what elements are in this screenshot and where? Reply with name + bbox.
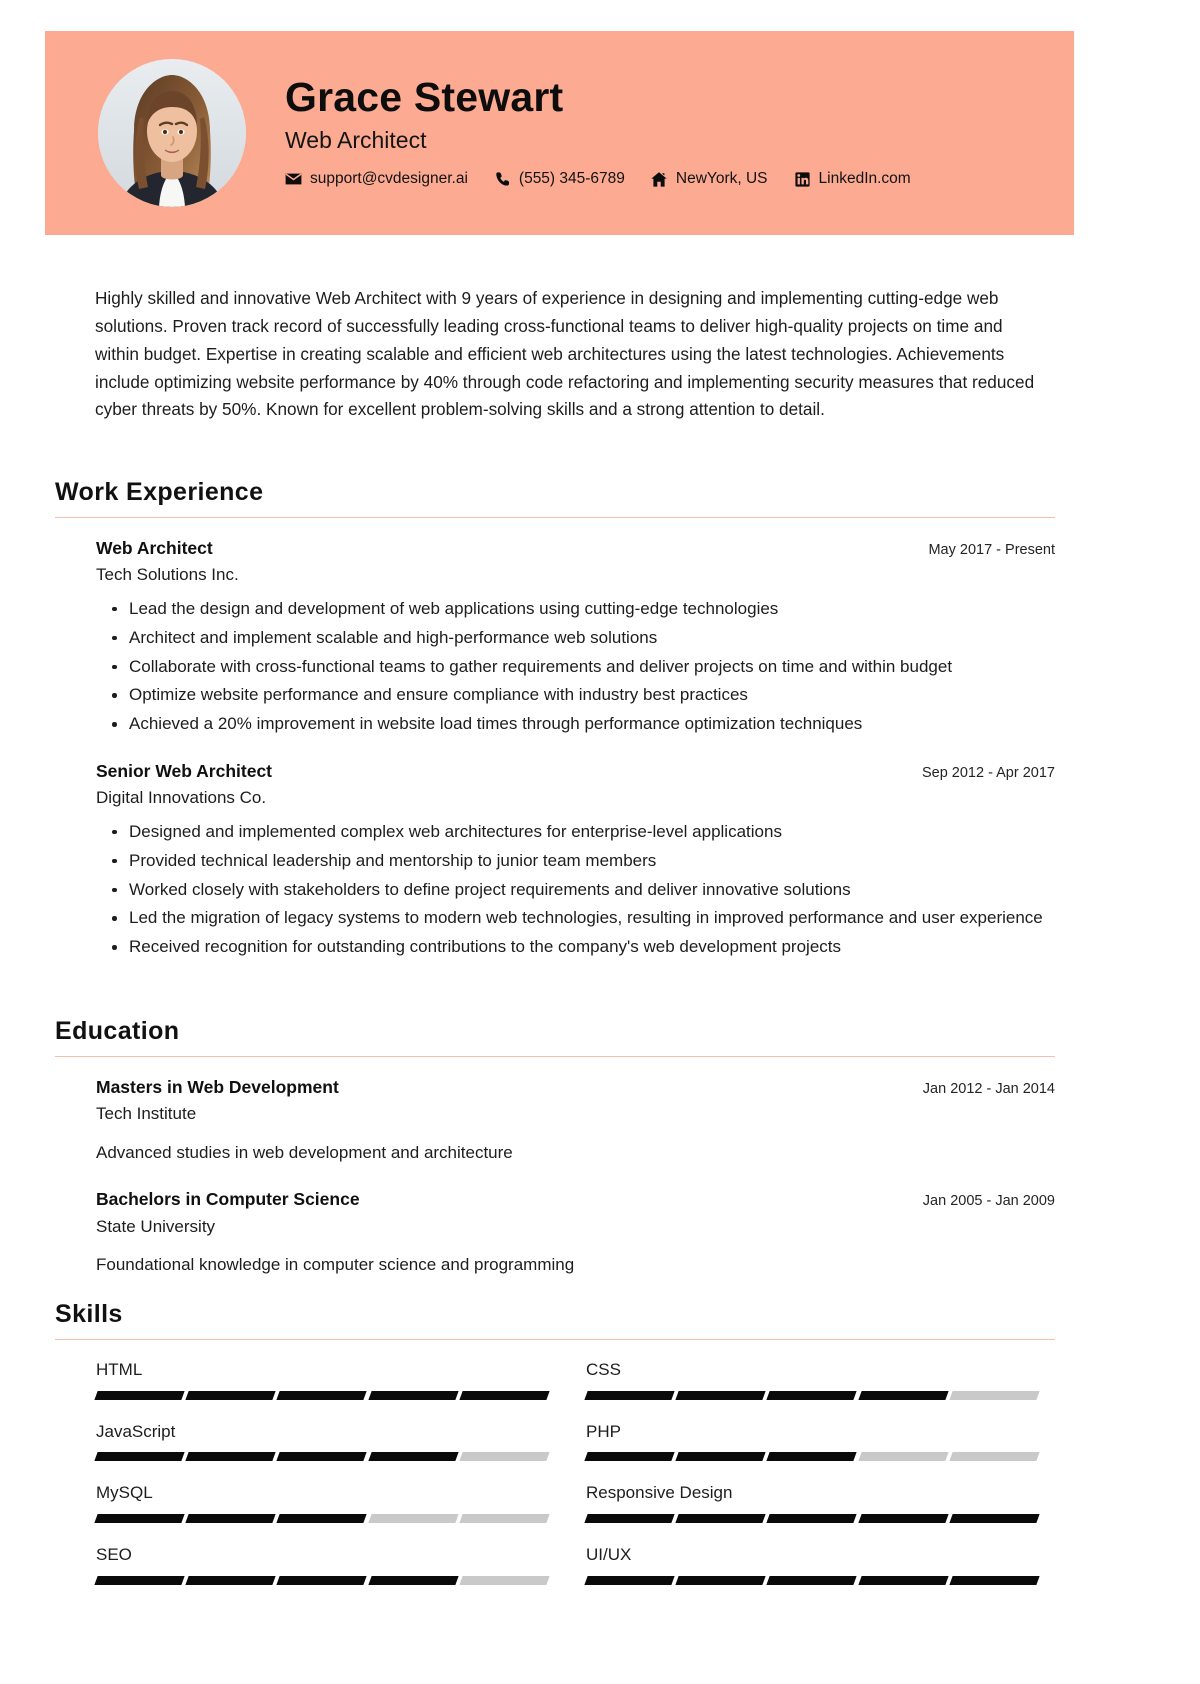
header-text bbox=[285, 73, 911, 191]
education-description: Foundational knowledge in computer science and programming bbox=[96, 1255, 575, 1275]
list-item: Lead the design and development of web applications using cutting-edge technologies bbox=[129, 596, 1055, 622]
job-title: Web Architect bbox=[285, 126, 427, 153]
skill-label: HTML bbox=[96, 1360, 143, 1379]
education-entry bbox=[96, 1187, 1055, 1277]
skill-level-segment bbox=[949, 1391, 1039, 1400]
skill-level-segment bbox=[186, 1514, 276, 1523]
list-item: Achieved a 20% improvement in website load times through performance optimization techniques bbox=[129, 711, 1055, 737]
work-entry bbox=[96, 759, 1055, 960]
resume-header bbox=[45, 31, 1074, 235]
education-body bbox=[55, 1075, 1055, 1278]
skill-level-segment bbox=[767, 1452, 857, 1461]
professional-summary: Highly skilled and innovative Web Architect with 9 years of experience in designing and implementing cutting-edge web solutions. Proven track record of successfully leading cross-functional teams to deliver high-quality projects on time and within budget. Expertise in creating scalable and efficient web architectures using the latest technologies. Achievements include optimizing website performance by 40% through code refactoring and implementing security measures that reduced cyber threats by 50%. Known for excellent problem-solving skills and a strong attention to detail. bbox=[95, 288, 1035, 420]
skill-level-segment bbox=[858, 1576, 948, 1585]
work-experience-heading: Work Experience bbox=[55, 478, 264, 506]
skills-body bbox=[55, 1358, 1055, 1605]
skill-level-segment bbox=[767, 1576, 857, 1585]
linkedin-icon bbox=[794, 172, 811, 187]
education-degree: Bachelors in Computer Science bbox=[96, 1189, 360, 1210]
skill-item bbox=[586, 1543, 1038, 1605]
skill-level-segment bbox=[186, 1452, 276, 1461]
contact-phone-label: (555) 345-6789 bbox=[518, 170, 625, 188]
contact-phone[interactable] bbox=[494, 170, 625, 188]
education-institution: Tech Institute bbox=[96, 1104, 197, 1124]
skill-level-segment bbox=[676, 1391, 766, 1400]
education-description: Advanced studies in web development and architecture bbox=[96, 1142, 513, 1162]
work-entry-company: Digital Innovations Co. bbox=[96, 788, 267, 808]
work-entry-role: Senior Web Architect bbox=[96, 761, 273, 782]
work-entry-head bbox=[96, 759, 1055, 784]
work-entry-bullets bbox=[96, 596, 1055, 737]
skill-label: MySQL bbox=[96, 1483, 153, 1503]
avatar bbox=[98, 59, 246, 207]
skill-level-segment bbox=[94, 1391, 184, 1400]
education-entry-head bbox=[96, 1187, 1055, 1212]
skill-level-segment bbox=[186, 1576, 276, 1585]
skill-level-segment bbox=[186, 1391, 276, 1400]
education-degree: Masters in Web Development bbox=[96, 1077, 339, 1097]
work-experience-body bbox=[55, 536, 1055, 960]
work-entry-role: Web Architect bbox=[96, 538, 213, 558]
work-entry bbox=[96, 536, 1055, 737]
skill-level-segment bbox=[368, 1452, 458, 1461]
education-institution: State University bbox=[96, 1216, 216, 1236]
skill-level-segment bbox=[459, 1576, 549, 1585]
education-dates: Jan 2012 - Jan 2014 bbox=[922, 1081, 1055, 1097]
work-entry-dates: Sep 2012 - Apr 2017 bbox=[921, 765, 1055, 782]
education-heading: Education bbox=[55, 1017, 180, 1045]
list-item: Optimize website performance and ensure compliance with industry best practices bbox=[129, 682, 1055, 708]
skill-level-segment bbox=[368, 1576, 458, 1585]
skill-level-bar bbox=[586, 1514, 1038, 1523]
skills-heading: Skills bbox=[55, 1300, 123, 1328]
skill-item bbox=[586, 1420, 1038, 1482]
contact-row bbox=[285, 170, 911, 188]
education-entry-head bbox=[96, 1075, 1055, 1100]
skill-level-segment bbox=[676, 1514, 766, 1523]
list-item: Collaborate with cross-functional teams to gather requirements and deliver projects on time and within budget bbox=[129, 654, 1055, 680]
skill-label: Responsive Design bbox=[586, 1483, 733, 1503]
skills-grid bbox=[96, 1358, 1055, 1605]
skill-level-bar bbox=[96, 1452, 548, 1461]
contact-linkedin[interactable] bbox=[794, 170, 911, 188]
contact-email-label: support@cvdesigner.ai bbox=[310, 170, 468, 188]
skill-level-segment bbox=[584, 1391, 674, 1400]
skill-level-segment bbox=[368, 1514, 458, 1523]
list-item: Designed and implemented complex web architectures for enterprise-level applications bbox=[129, 819, 1055, 845]
skill-label: UI/UX bbox=[586, 1544, 632, 1564]
education-section bbox=[55, 1017, 1055, 1284]
skill-item bbox=[96, 1543, 548, 1605]
skill-level-segment bbox=[858, 1391, 948, 1400]
skill-level-segment bbox=[94, 1514, 184, 1523]
work-entry-head bbox=[96, 536, 1055, 561]
avatar-photo bbox=[98, 59, 246, 207]
list-item: Received recognition for outstanding contributions to the company's web development projects bbox=[129, 934, 1055, 960]
skill-level-segment bbox=[459, 1514, 549, 1523]
skills-section bbox=[55, 1300, 1055, 1605]
skill-item bbox=[586, 1481, 1038, 1543]
skill-level-segment bbox=[584, 1452, 674, 1461]
skill-level-segment bbox=[584, 1576, 674, 1585]
skill-level-segment bbox=[459, 1452, 549, 1461]
skill-level-segment bbox=[277, 1514, 367, 1523]
page-title: Grace Stewart bbox=[285, 73, 564, 120]
skill-level-segment bbox=[676, 1452, 766, 1461]
list-item: Worked closely with stakeholders to define project requirements and deliver innovative solutions bbox=[129, 877, 1055, 903]
list-item: Led the migration of legacy systems to modern web technologies, resulting in improved performance and user experience bbox=[129, 905, 1055, 931]
skill-item bbox=[96, 1420, 548, 1482]
contact-location[interactable] bbox=[651, 170, 768, 188]
home-icon bbox=[651, 172, 668, 187]
list-item: Provided technical leadership and mentorship to junior team members bbox=[129, 848, 1055, 874]
skill-item bbox=[586, 1358, 1038, 1420]
skill-level-bar bbox=[96, 1391, 548, 1400]
contact-linkedin-label: LinkedIn.com bbox=[818, 170, 911, 188]
section-divider bbox=[55, 1339, 1055, 1340]
work-entry-company: Tech Solutions Inc. bbox=[96, 565, 239, 585]
skill-level-segment bbox=[459, 1391, 549, 1400]
section-divider bbox=[55, 1056, 1055, 1057]
skill-label: CSS bbox=[586, 1360, 621, 1379]
skill-level-bar bbox=[96, 1514, 548, 1523]
skill-level-segment bbox=[858, 1452, 948, 1461]
skill-level-segment bbox=[368, 1391, 458, 1400]
skill-level-bar bbox=[586, 1576, 1038, 1585]
education-dates: Jan 2005 - Jan 2009 bbox=[922, 1193, 1055, 1210]
work-entry-dates: May 2017 - Present bbox=[928, 542, 1055, 558]
skill-level-segment bbox=[949, 1452, 1039, 1461]
skill-label: JavaScript bbox=[96, 1421, 176, 1441]
skill-level-segment bbox=[858, 1514, 948, 1523]
skill-level-segment bbox=[277, 1576, 367, 1585]
contact-email[interactable] bbox=[285, 170, 468, 188]
skill-level-segment bbox=[94, 1452, 184, 1461]
skill-level-segment bbox=[94, 1576, 184, 1585]
skill-level-bar bbox=[96, 1576, 548, 1585]
skill-level-segment bbox=[949, 1514, 1039, 1523]
skill-level-segment bbox=[767, 1391, 857, 1400]
skill-level-segment bbox=[949, 1576, 1039, 1585]
skill-level-bar bbox=[586, 1391, 1038, 1400]
skill-level-segment bbox=[676, 1576, 766, 1585]
skill-label: SEO bbox=[96, 1544, 132, 1564]
education-entry bbox=[96, 1075, 1055, 1165]
skill-item bbox=[96, 1481, 548, 1543]
skill-level-segment bbox=[584, 1514, 674, 1523]
skill-level-segment bbox=[277, 1391, 367, 1400]
work-experience-section bbox=[55, 478, 1055, 966]
skill-level-bar bbox=[586, 1452, 1038, 1461]
work-entry-bullets bbox=[96, 819, 1055, 960]
skill-level-segment bbox=[277, 1452, 367, 1461]
contact-location-label: NewYork, US bbox=[675, 170, 768, 188]
envelope-icon bbox=[285, 172, 302, 187]
skill-label: PHP bbox=[586, 1421, 621, 1441]
list-item: Architect and implement scalable and high-performance web solutions bbox=[129, 625, 1055, 651]
phone-icon bbox=[494, 172, 511, 187]
skill-level-segment bbox=[767, 1514, 857, 1523]
skill-item bbox=[96, 1358, 548, 1420]
section-divider bbox=[55, 517, 1055, 518]
